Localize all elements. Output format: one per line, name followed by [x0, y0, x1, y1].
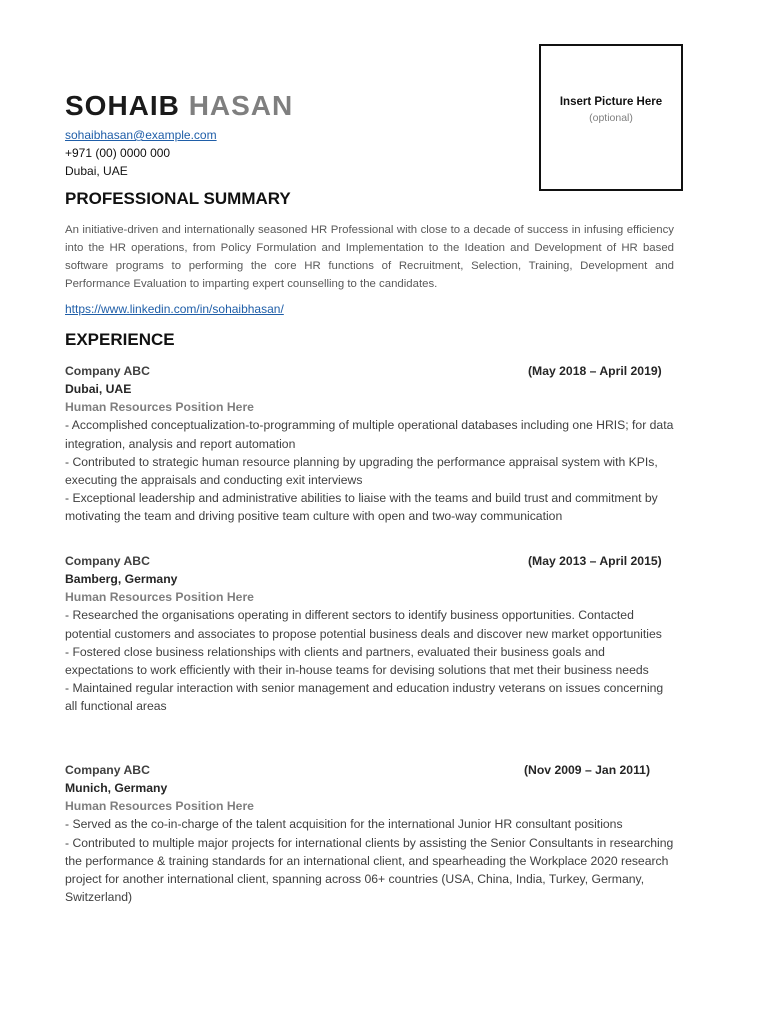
job-position: Human Resources Position Here	[65, 799, 254, 814]
job-position: Human Resources Position Here	[65, 590, 254, 605]
summary-heading: PROFESSIONAL SUMMARY	[65, 189, 291, 208]
job-entry	[65, 761, 674, 906]
first-name: SOHAIB	[65, 90, 180, 121]
home-location: Dubai, UAE	[65, 164, 128, 178]
job-header	[65, 761, 674, 779]
photo-placeholder-title: Insert Picture Here	[559, 96, 663, 108]
job-bullet: - Exceptional leadership and administrative abilities to liaise with the teams and build trust and commitment by motivating the team and driving positive team culture with open and two-way communication	[65, 491, 658, 524]
job-bullet: - Served as the co-in-charge of the talent acquisition for the international Junior HR consultant positions	[65, 817, 623, 832]
job-bullet: - Accomplished conceptualization-to-programming of multiple operational databases including one HRIS; for data integration, analysis and report automation	[65, 418, 674, 451]
job-location: Munich, Germany	[65, 781, 168, 795]
job-company: Company ABC	[65, 554, 150, 568]
job-entry	[65, 362, 674, 526]
job-bullet: - Researched the organisations operating in different sectors to identify business opportunities. Contacted potential customers and associates to propose potential business deals and discover new market opportunities	[65, 608, 662, 641]
candidate-name	[65, 88, 293, 124]
job-dates: (Nov 2009 – Jan 2011)	[524, 763, 651, 777]
experience-heading: EXPERIENCE	[65, 330, 175, 349]
phone-number: +971 (00) 0000 000	[65, 146, 171, 160]
photo-placeholder[interactable]	[539, 44, 683, 191]
job-bullet: - Contributed to multiple major projects for international clients by assisting the Senior Consultants in researching the performance & training standards for an international client, and spearheading the Workplace 2020 research project for another international client, spanning across 06+ countries (USA, China, India, Turkey, Germany, Switzerland)	[65, 835, 674, 905]
job-dates: (May 2018 – April 2019)	[528, 364, 662, 378]
email-link[interactable]: sohaibhasan@example.com	[65, 128, 217, 142]
linkedin-line	[65, 300, 284, 318]
last-name: HASAN	[188, 90, 294, 121]
job-position: Human Resources Position Here	[65, 400, 254, 415]
photo-placeholder-subtitle: (optional)	[589, 112, 633, 124]
job-bullet: - Fostered close business relationships with clients and partners, evaluated their business goals and expectations to work efficiently with their in-house teams for devising solutions that met their business needs	[65, 644, 649, 678]
job-bullet: - Maintained regular interaction with senior management and education industry veterans on issues concerning all functional areas	[65, 681, 664, 714]
job-company: Company ABC	[65, 364, 150, 378]
summary-text: An initiative-driven and internationally seasoned HR Professional with close to a decade of success in infusing efficiency into the HR operations, from Policy Formulation and Implementation to the Ideation and Development of HR based software programs to performing the core HR functions of Recruitment, Selection, Training, Development and Performance Evaluation to imparting expert counselling to the candidates.	[65, 224, 674, 290]
job-dates: (May 2013 – April 2015)	[528, 554, 662, 568]
job-location: Dubai, UAE	[65, 382, 132, 396]
job-header	[65, 362, 674, 380]
linkedin-link[interactable]: https://www.linkedin.com/in/sohaibhasan/	[65, 302, 284, 316]
job-company: Company ABC	[65, 763, 150, 777]
job-entry	[65, 552, 674, 716]
job-location: Bamberg, Germany	[65, 572, 178, 586]
contact-block	[65, 126, 217, 180]
job-bullet: - Contributed to strategic human resource planning by upgrading the performance appraisal system with KPIs, executing the appraisals and conducting exit interviews	[65, 454, 658, 488]
job-header	[65, 552, 674, 570]
